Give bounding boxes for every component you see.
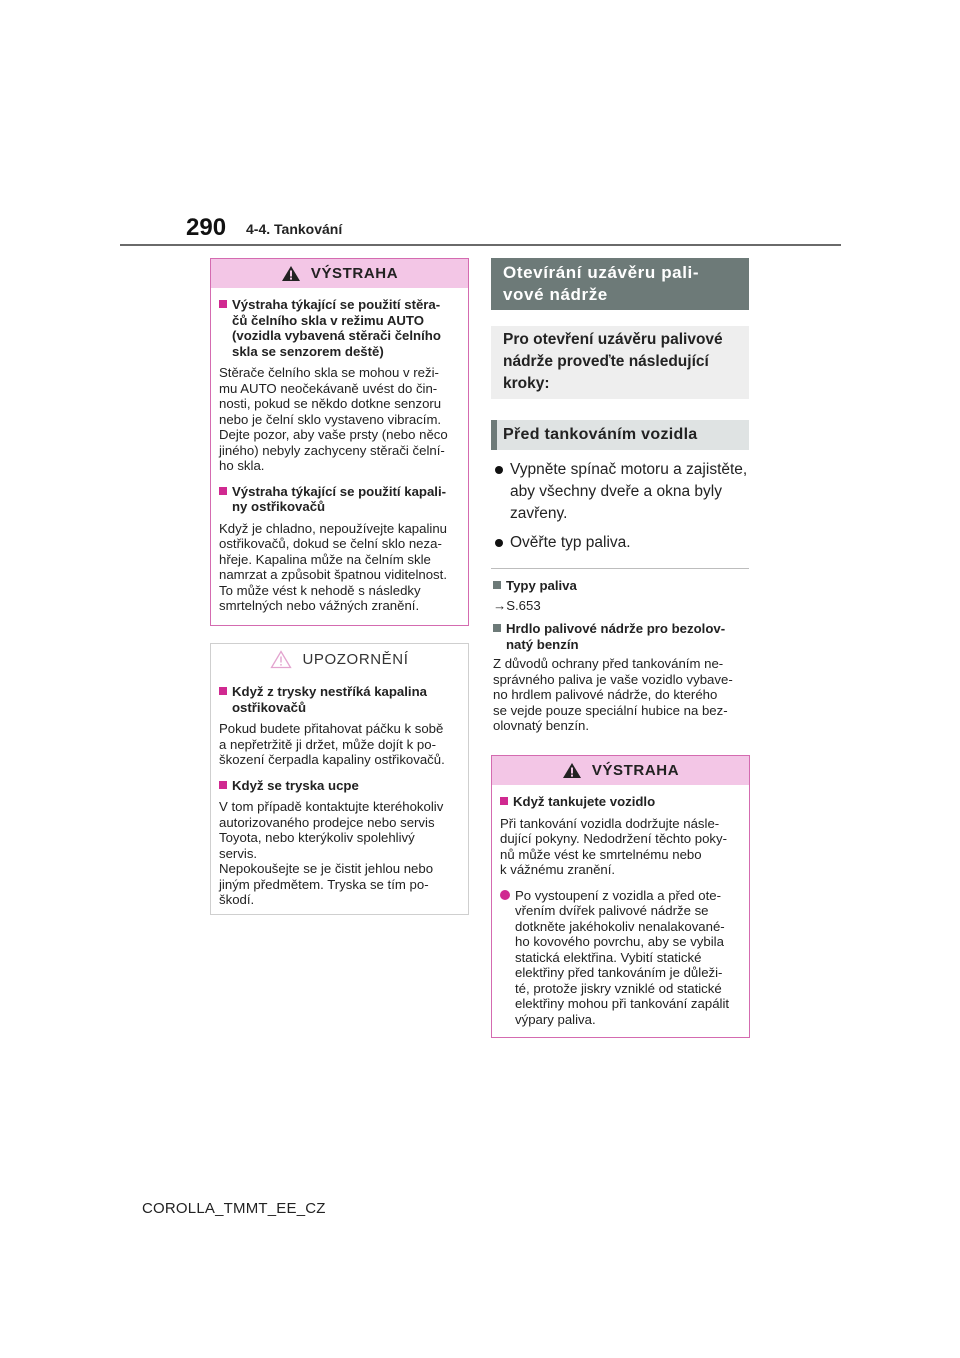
square-bullet-icon	[219, 781, 227, 789]
square-bullet-icon	[500, 797, 508, 805]
square-bullet-icon	[219, 487, 227, 495]
warning-item-heading: Výstraha týkající se použití stěra- čů čelního skla v režimu AUTO (vozidla vybavená stěrači čelního skla se senzorem deště)	[219, 297, 461, 359]
page-number: 290	[186, 214, 227, 241]
list-item: Vypněte spínač motoru a zajistěte, aby všechny dveře a okna byly zavřeny.	[493, 459, 753, 525]
divider	[491, 568, 749, 569]
filler-neck-text: Z důvodů ochrany před tankováním ne- správného paliva je vaše vozidlo vybave- no hrdlem palivové nádrže, do kterého se vejde pouze speciální hubice na bez- olovnatý benzín.	[493, 656, 733, 733]
warning-triangle-icon	[562, 762, 582, 779]
step-bullets	[493, 459, 753, 561]
subsection-title: Před tankováním vozidla	[491, 420, 749, 450]
warning-box-right	[491, 755, 750, 1038]
section-header: 4-4. Tankování	[246, 221, 343, 237]
warning-box-title: VÝSTRAHA	[492, 756, 749, 785]
square-bullet-icon	[219, 687, 227, 695]
fuel-types-heading: Typy paliva	[493, 578, 751, 594]
document-code: COROLLA_TMMT_EE_CZ	[142, 1200, 326, 1217]
warning-item-text: Když je chladno, nepoužívejte kapalinu ostřikovačů, dokud se čelní sklo neza- hřeje. Kapalina může na čelním skle namrzat a způsobit špatnou viditelnost. To může vést k nehodě s následky smrtelných nebo vážných zranění.	[219, 520, 448, 613]
section-title: Otevírání uzávěru pali- vové nádrže	[491, 258, 749, 310]
square-bullet-icon	[493, 624, 501, 632]
warning-item-text: Stěrače čelního skla se mohou v reži- mu AUTO neočekávaně uvést do čin- nosti, pokud se někdo dotkne senzoru nebo je čelní sklo vystaveno vibracím. Dejte pozor, aby vaše prsty (nebo něco jiného) nebyly zachyceny stěrači čelní- ho skla.	[219, 365, 448, 473]
page-reference-link[interactable]: →S.653	[493, 597, 541, 613]
warning-bullet: Po vystoupení z vozidla a před ote- vřením dvířek palivové nádrže se dotkněte jakéhokoliv nenalakované- ho kovového povrchu, aby se vybila statická elektřina. Vybití statické elektřiny před tankováním je důleži- té, protože jiskry vzniklé od statické elektřiny mohou při tankování zapálit výpary paliva.	[500, 888, 742, 1028]
square-bullet-icon	[219, 300, 227, 308]
warning-item-text: Při tankování vozidla dodržujte násle- dující pokyny. Nedodržení těchto poky- nů může vést ke smrtelnému nebo k vážnému zranění.	[500, 815, 727, 877]
round-bullet-icon	[500, 890, 510, 900]
caution-item-heading: Když se tryska ucpe	[219, 778, 461, 794]
caution-box	[210, 643, 469, 915]
header-rule	[120, 244, 841, 246]
round-bullet-icon	[495, 539, 503, 547]
caution-item-heading: Když z trysky nestříká kapalina ostřikovačů	[219, 684, 461, 715]
fuel-info	[493, 574, 751, 744]
caution-triangle-icon	[270, 650, 292, 669]
square-bullet-icon	[493, 581, 501, 589]
intro-box: Pro otevření uzávěru palivové nádrže proveďte následující kroky:	[491, 326, 749, 399]
warning-box-title: VÝSTRAHA	[211, 259, 468, 288]
warning-triangle-icon	[281, 265, 301, 282]
caution-item-text: V tom případě kontaktujte kteréhokoliv autorizovaného prodejce nebo servis Toyota, nebo kterýkoliv spolehlivý servis. Nepokoušejte se je čistit jehlou nebo jiným předmětem. Tryska se tím po- škodí.	[219, 799, 444, 907]
caution-box-title: UPOZORNĚNÍ	[211, 644, 468, 675]
warning-item-heading: Když tankujete vozidlo	[500, 794, 742, 810]
filler-neck-heading: Hrdlo palivové nádrže pro bezolov- natý benzín	[493, 621, 751, 652]
warning-box-left	[210, 258, 469, 626]
round-bullet-icon	[495, 466, 503, 474]
warning-item-heading: Výstraha týkající se použití kapali- ny ostřikovačů	[219, 484, 461, 515]
list-item: Ověřte typ paliva.	[493, 532, 753, 554]
caution-item-text: Pokud budete přitahovat páčku k sobě a nepřetržitě ji držet, může dojít k po- škození čerpadla kapaliny ostřikovačů.	[219, 721, 445, 767]
